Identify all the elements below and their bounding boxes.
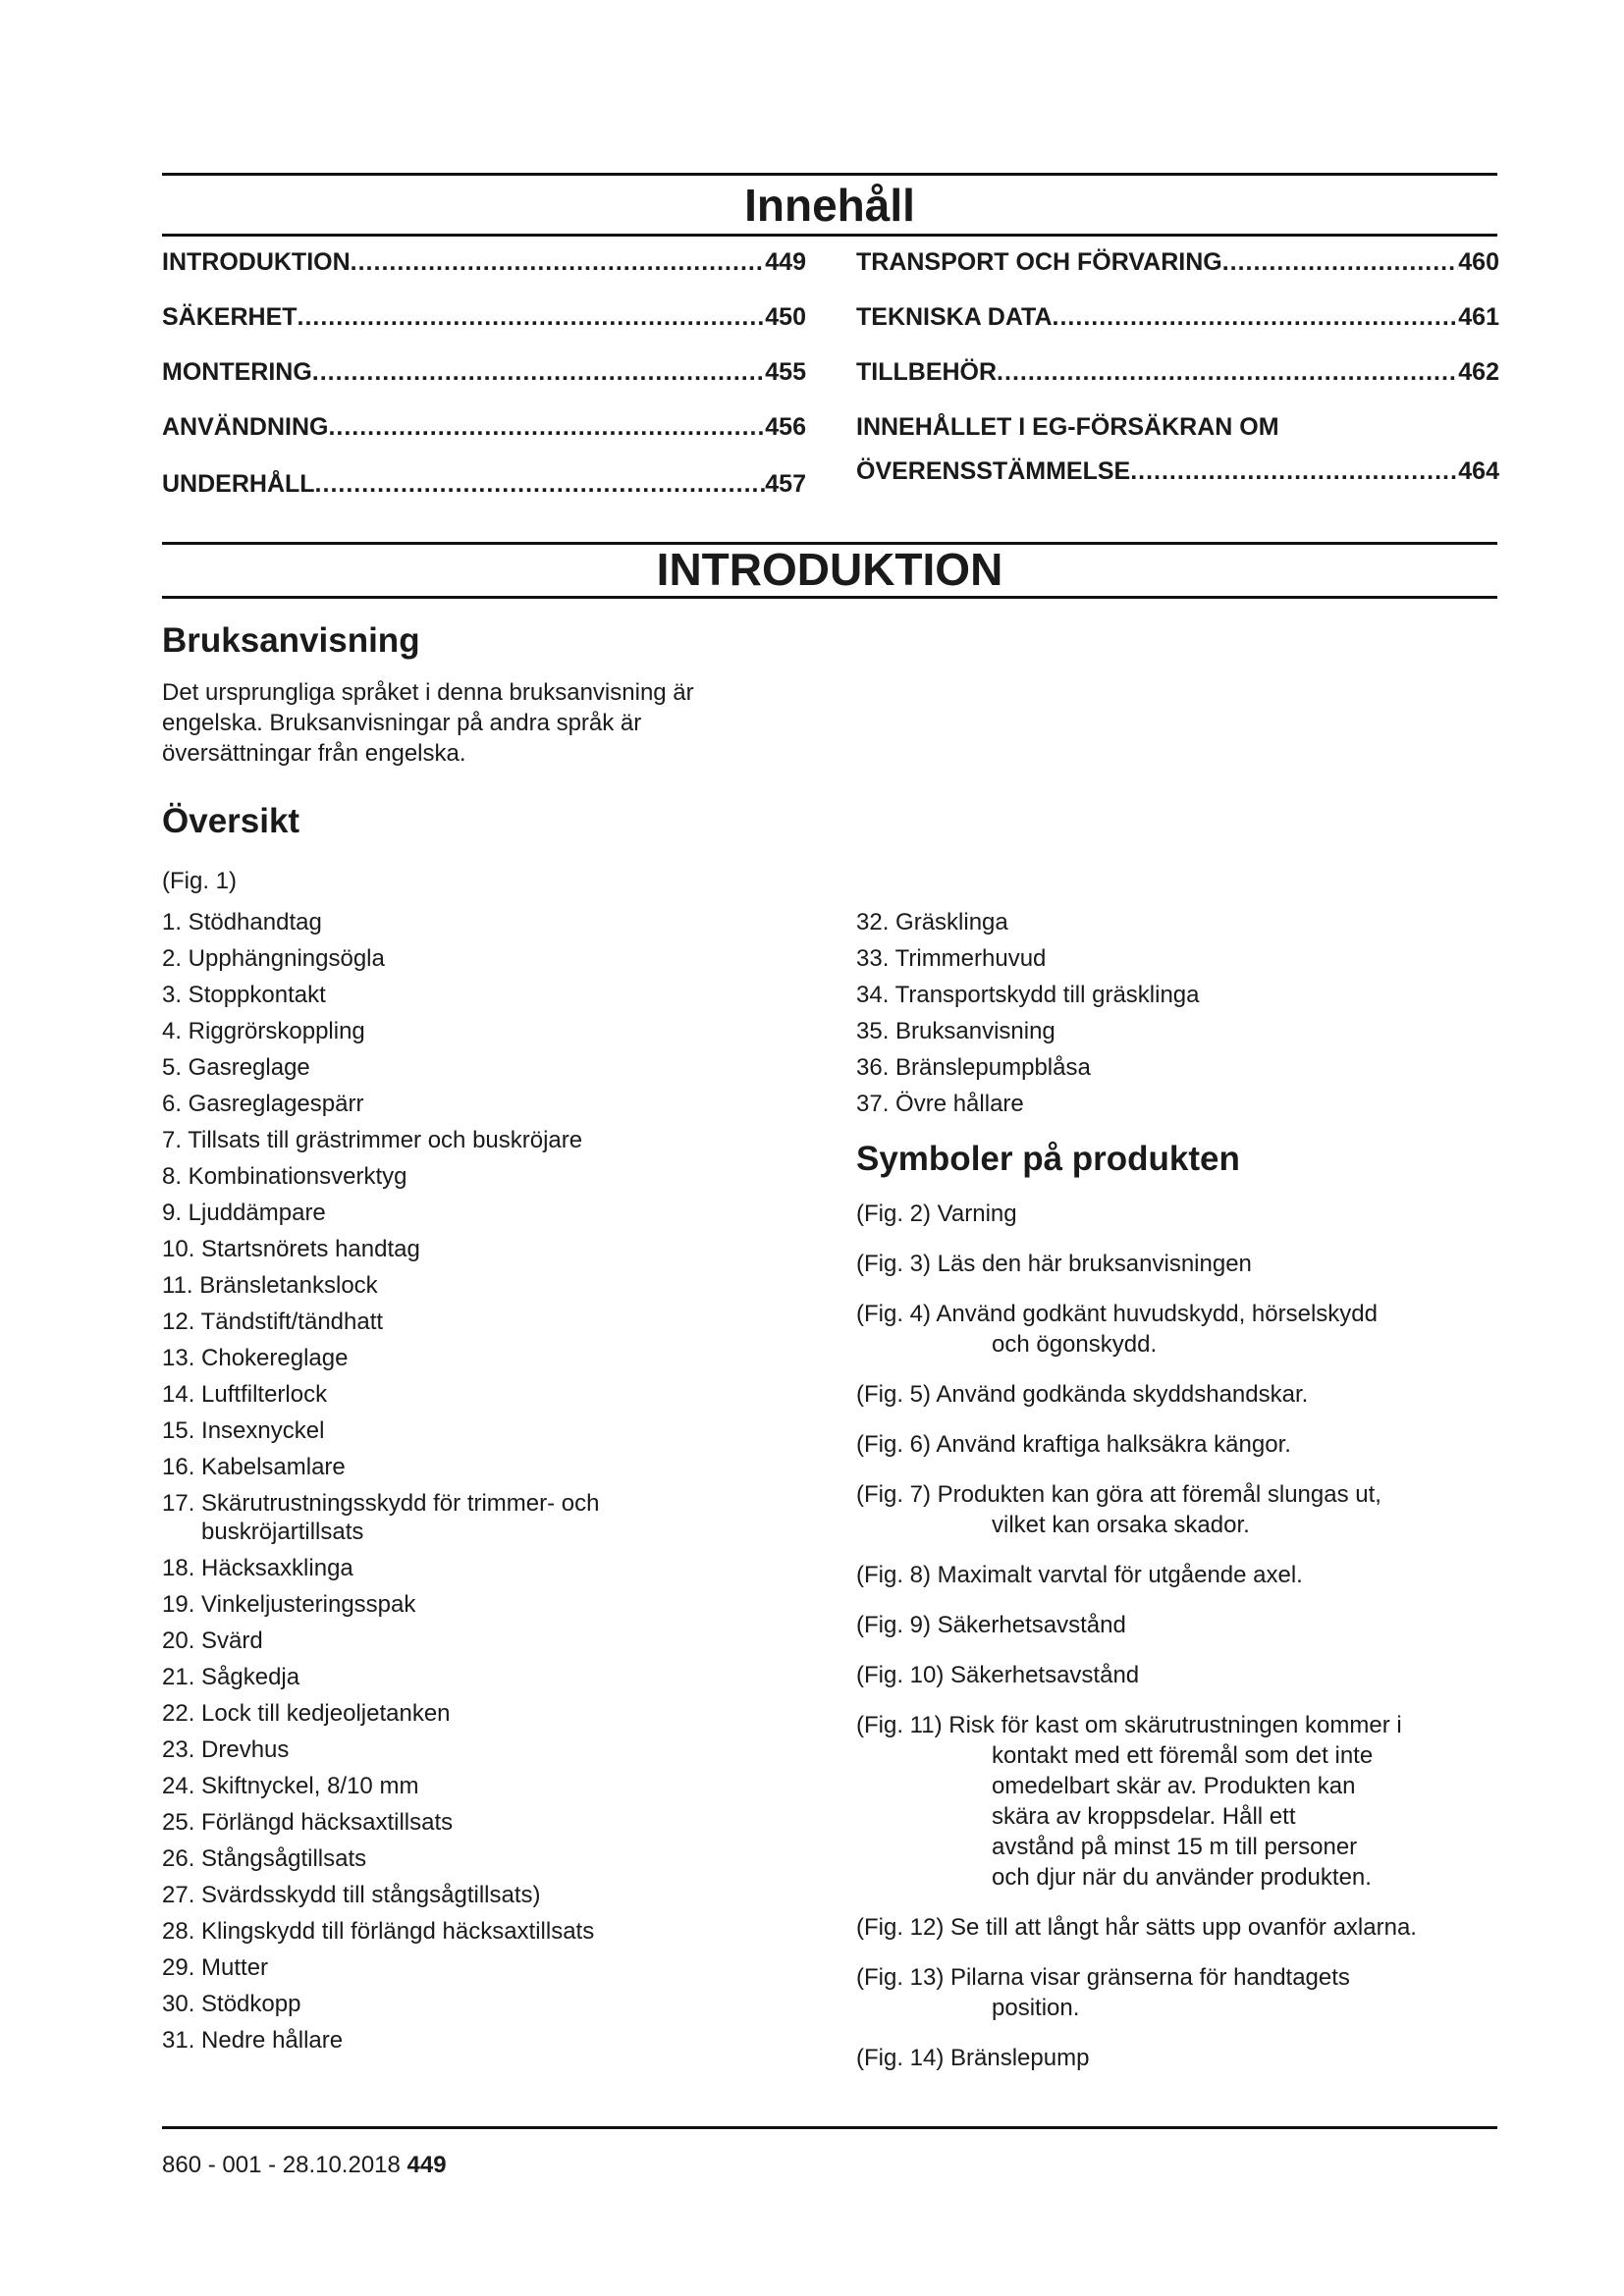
toc-entry-page: 455: [765, 358, 806, 386]
toc-entry-page: 457: [765, 470, 806, 498]
bruksanvisning-heading: Bruksanvisning: [162, 621, 420, 660]
list-item: 24. Skiftnyckel, 8/10 mm: [162, 1773, 419, 1799]
toc-leader-dots: [351, 247, 766, 277]
toc-leader-dots: [1222, 247, 1459, 277]
list-item: 17. Skärutrustningsskydd för trimmer- och buskröjartillsats: [162, 1490, 600, 1545]
symbol-item-text: (Fig. 5) Använd godkända skyddshandskar.: [856, 1381, 1309, 1408]
toc-leader-dots: [315, 469, 766, 499]
list-item: 13. Chokereglage: [162, 1345, 349, 1371]
toc-entry-page: 462: [1458, 358, 1499, 386]
symbol-item-text: (Fig. 8) Maximalt varvtal för utgående axel.: [856, 1562, 1303, 1588]
toc-entry-introduktion[interactable]: [162, 247, 806, 302]
intro-title-rule: [162, 596, 1497, 599]
list-item: 11. Bränsletankslock: [162, 1272, 378, 1299]
symbol-item: [856, 2043, 1494, 2073]
symbol-item-text: (Fig. 2) Varning: [856, 1201, 1017, 1227]
oversikt-heading: Översikt: [162, 802, 300, 840]
toc-entry-label: TILLBEHÖR: [856, 358, 998, 386]
symbol-item: [856, 1199, 1494, 1229]
footer-page-number: 449: [406, 2152, 447, 2178]
footer-rule: [162, 2126, 1497, 2129]
list-item: 12. Tändstift/tändhatt: [162, 1308, 384, 1335]
symbol-item: [856, 1610, 1494, 1640]
list-item: 30. Stödkopp: [162, 1991, 301, 2017]
list-item: 26. Stångsågtillsats: [162, 1845, 367, 1872]
toc-leader-dots: [328, 412, 765, 442]
symbol-item: [856, 1912, 1494, 1943]
fig-1-reference: (Fig. 1): [162, 868, 238, 894]
list-item: 8. Kombinationsverktyg: [162, 1163, 407, 1190]
symbol-item: [856, 1710, 1494, 1893]
list-item: 35. Bruksanvisning: [856, 1018, 1056, 1044]
toc-entry-page: 450: [765, 303, 806, 331]
toc-entry-page: 456: [765, 413, 806, 441]
toc-entry-anvandning[interactable]: [162, 412, 806, 467]
symbol-item-text: (Fig. 9) Säkerhetsavstånd: [856, 1612, 1126, 1638]
toc-entry-label: TEKNISKA DATA: [856, 303, 1053, 331]
toc-entry-label: SÄKERHET: [162, 303, 298, 331]
toc-entry-label: TRANSPORT OCH FÖRVARING: [856, 248, 1222, 276]
toc-entry-transport[interactable]: [856, 247, 1499, 302]
list-item: 6. Gasreglagespärr: [162, 1091, 364, 1117]
symbol-item: [856, 1962, 1494, 2023]
toc-entry-page: 449: [765, 248, 806, 276]
toc-entry-label: UNDERHÅLL: [162, 470, 315, 498]
symbol-item-continuation: kontakt med ett föremål som det inte omedelbart skär av. Produkten kan skära av kroppsdelar. Håll ett avstånd på minst 15 m till personer och djur när du använder produkten.: [992, 1742, 1374, 1891]
list-item: 28. Klingskydd till förlängd häcksaxtillsats: [162, 1918, 595, 1945]
list-item: 20. Svärd: [162, 1628, 263, 1654]
symbols-list: [856, 1199, 1494, 2093]
symbol-item-text: (Fig. 7) Produkten kan göra att föremål slungas ut,: [856, 1481, 1381, 1508]
symbol-item-text: (Fig. 10) Säkerhetsavstånd: [856, 1662, 1140, 1688]
toc-entry-page: 461: [1458, 303, 1499, 331]
page-footer: [162, 2152, 447, 2179]
symbol-item: [856, 1379, 1494, 1410]
toc-entry-page: 464: [1458, 457, 1499, 485]
toc-entry-eg-forsakran[interactable]: [856, 412, 1499, 511]
symbol-item: [856, 1660, 1494, 1690]
toc-top-rule: [162, 173, 1497, 176]
list-item: 10. Startsnörets handtag: [162, 1236, 420, 1262]
component-list-left: [162, 908, 692, 2062]
list-item: 14. Luftfilterlock: [162, 1381, 328, 1408]
symbols-heading: Symboler på produkten: [856, 1140, 1240, 1178]
symbol-item: [856, 1249, 1494, 1279]
toc-leader-dots: [997, 357, 1458, 387]
toc-entry-label-line1: INNEHÅLLET I EG-FÖRSÄKRAN OM: [856, 413, 1279, 441]
symbol-item-text: (Fig. 6) Använd kraftiga halksäkra kängor.: [856, 1431, 1291, 1458]
list-item: 33. Trimmerhuvud: [856, 945, 1047, 972]
list-item: 29. Mutter: [162, 1954, 269, 1981]
toc-entry-label: INTRODUKTION: [162, 248, 351, 276]
symbol-item-text: (Fig. 3) Läs den här bruksanvisningen: [856, 1251, 1252, 1277]
symbol-item-text: (Fig. 14) Bränslepump: [856, 2045, 1090, 2071]
list-item: 5. Gasreglage: [162, 1054, 310, 1081]
list-item: 37. Övre hållare: [856, 1091, 1024, 1117]
list-item: 15. Insexnyckel: [162, 1417, 325, 1444]
toc-left-column: [162, 247, 806, 524]
toc-title-rule: [162, 234, 1497, 237]
list-item: 31. Nedre hållare: [162, 2027, 344, 2054]
list-item: 2. Upphängningsögla: [162, 945, 385, 972]
toc-entry-page: 460: [1458, 248, 1499, 276]
symbol-item: [856, 1299, 1494, 1360]
list-item: 34. Transportskydd till gräsklinga: [856, 982, 1200, 1008]
symbol-item-text: (Fig. 11) Risk för kast om skärutrustningen kommer i: [856, 1712, 1402, 1738]
toc-entry-montering[interactable]: [162, 357, 806, 412]
list-item: 23. Drevhus: [162, 1736, 290, 1763]
toc-entry-sakerhet[interactable]: [162, 302, 806, 357]
toc-leader-dots: [1053, 302, 1459, 332]
component-list-right: [856, 908, 1494, 1126]
toc-entry-label: ÖVERENSSTÄMMELSE: [856, 457, 1131, 485]
symbol-item-text: (Fig. 4) Använd godkänt huvudskydd, hörselskydd: [856, 1301, 1378, 1327]
toc-entry-line2: [856, 456, 1499, 511]
symbol-item-continuation: och ögonskydd.: [992, 1331, 1158, 1358]
toc-entry-underhall[interactable]: [162, 469, 806, 524]
list-item: 19. Vinkeljusteringsspak: [162, 1591, 416, 1618]
toc-entry-tillbehor[interactable]: [856, 357, 1499, 412]
list-item: 25. Förlängd häcksaxtillsats: [162, 1809, 454, 1836]
footer-doc-id: 860 - 001 - 28.10.2018: [162, 2152, 401, 2178]
intro-title: INTRODUKTION: [656, 544, 1003, 595]
symbol-item: [856, 1479, 1494, 1540]
list-item: 27. Svärdsskydd till stångsågtillsats): [162, 1882, 541, 1908]
symbol-item-text: (Fig. 13) Pilarna visar gränserna för handtagets: [856, 1964, 1350, 1991]
toc-leader-dots: [298, 302, 766, 332]
symbol-item: [856, 1429, 1494, 1460]
symbol-item-continuation: position.: [992, 1995, 1080, 2021]
symbol-item-continuation: vilket kan orsaka skador.: [992, 1512, 1250, 1538]
list-item: 36. Bränslepumpblåsa: [856, 1054, 1091, 1081]
toc-entry-label: ANVÄNDNING: [162, 413, 329, 441]
list-item: 32. Gräsklinga: [856, 909, 1008, 935]
symbol-item: [856, 1560, 1494, 1590]
symbol-item-text: (Fig. 12) Se till att långt hår sätts upp ovanför axlarna.: [856, 1914, 1417, 1941]
list-item: 4. Riggrörskoppling: [162, 1018, 365, 1044]
bruksanvisning-text: Det ursprungliga språket i denna bruksanvisning är engelska. Bruksanvisningar på andra språk är översättningar från engelska.: [162, 679, 694, 767]
list-item: 22. Lock till kedjeoljetanken: [162, 1700, 451, 1727]
list-item: 18. Häcksaxklinga: [162, 1555, 353, 1581]
toc-entry-tekniska-data[interactable]: [856, 302, 1499, 357]
list-item: 7. Tillsats till grästrimmer och buskröjare: [162, 1127, 583, 1153]
list-item: 21. Sågkedja: [162, 1664, 300, 1690]
toc-entry-label: MONTERING: [162, 358, 312, 386]
list-item: 16. Kabelsamlare: [162, 1454, 346, 1480]
list-item: 1. Stödhandtag: [162, 909, 322, 935]
list-item: 9. Ljuddämpare: [162, 1200, 326, 1226]
toc-right-column: [856, 247, 1499, 511]
list-item: 3. Stoppkontakt: [162, 982, 326, 1008]
toc-title: Innehåll: [744, 180, 915, 231]
toc-leader-dots: [1130, 456, 1458, 486]
toc-leader-dots: [312, 357, 766, 387]
